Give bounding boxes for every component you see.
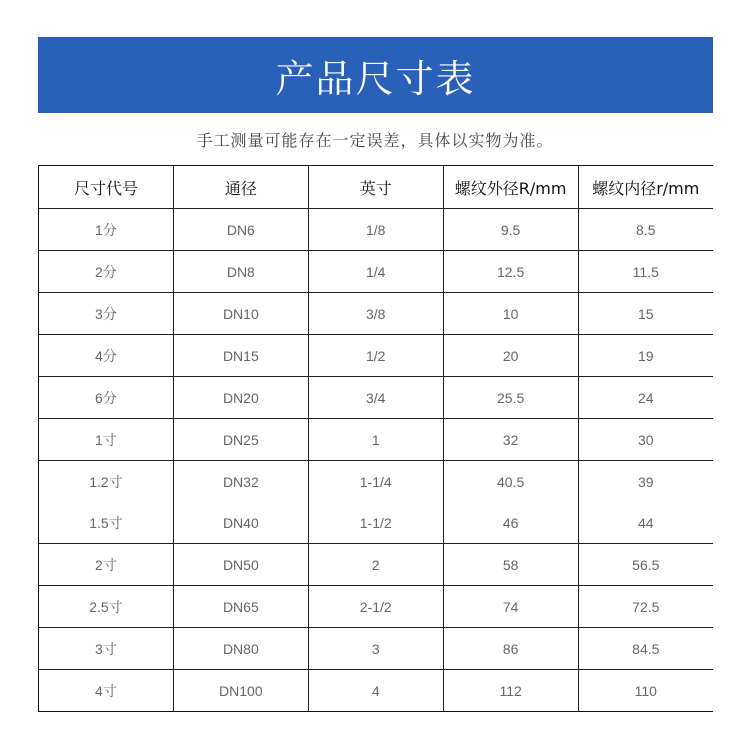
table-row <box>39 544 714 586</box>
size-table-container <box>38 165 713 712</box>
cell-size-code: 2分 <box>39 251 174 293</box>
cell-outer-thread: 40.5 <box>443 461 578 503</box>
header-inch: 英寸 <box>308 166 443 209</box>
cell-inch: 3/8 <box>308 293 443 335</box>
cell-inch: 2 <box>308 544 443 586</box>
cell-nominal-diameter: DN65 <box>173 586 308 628</box>
cell-inch: 1 <box>308 419 443 461</box>
cell-size-code: 1分 <box>39 209 174 251</box>
cell-inch: 1/2 <box>308 335 443 377</box>
cell-nominal-diameter: DN6 <box>173 209 308 251</box>
cell-size-code: 3分 <box>39 293 174 335</box>
cell-size-code: 2寸 <box>39 544 174 586</box>
table-row <box>39 293 714 335</box>
size-table <box>38 165 713 712</box>
cell-nominal-diameter: DN20 <box>173 377 308 419</box>
cell-nominal-diameter: DN80 <box>173 628 308 670</box>
cell-inch: 4 <box>308 670 443 712</box>
cell-inch: 1-1/2 <box>308 502 443 544</box>
cell-size-code: 6分 <box>39 377 174 419</box>
cell-nominal-diameter: DN8 <box>173 251 308 293</box>
table-row <box>39 502 714 544</box>
cell-outer-thread: 12.5 <box>443 251 578 293</box>
table-header-row <box>39 166 714 209</box>
cell-inner-thread: 72.5 <box>578 586 713 628</box>
cell-nominal-diameter: DN25 <box>173 419 308 461</box>
cell-outer-thread: 86 <box>443 628 578 670</box>
cell-size-code: 1寸 <box>39 419 174 461</box>
cell-nominal-diameter: DN10 <box>173 293 308 335</box>
cell-nominal-diameter: DN100 <box>173 670 308 712</box>
cell-nominal-diameter: DN50 <box>173 544 308 586</box>
cell-outer-thread: 10 <box>443 293 578 335</box>
cell-outer-thread: 9.5 <box>443 209 578 251</box>
measurement-note: 手工测量可能存在一定误差，具体以实物为准。 <box>196 131 554 150</box>
table-row <box>39 586 714 628</box>
cell-inner-thread: 30 <box>578 419 713 461</box>
header-inner-thread: 螺纹内径r/mm <box>578 166 713 209</box>
cell-outer-thread: 25.5 <box>443 377 578 419</box>
table-row <box>39 670 714 712</box>
cell-inner-thread: 44 <box>578 502 713 544</box>
cell-inch: 2-1/2 <box>308 586 443 628</box>
cell-inner-thread: 8.5 <box>578 209 713 251</box>
page-title: 产品尺寸表 <box>275 56 476 101</box>
table-row <box>39 209 714 251</box>
cell-inch: 1-1/4 <box>308 461 443 503</box>
cell-inner-thread: 39 <box>578 461 713 503</box>
header-size-code: 尺寸代号 <box>39 166 174 209</box>
table-row <box>39 251 714 293</box>
cell-inch: 3/4 <box>308 377 443 419</box>
cell-outer-thread: 32 <box>443 419 578 461</box>
table-body <box>39 209 714 712</box>
cell-size-code: 4分 <box>39 335 174 377</box>
table-row <box>39 377 714 419</box>
cell-inner-thread: 84.5 <box>578 628 713 670</box>
cell-nominal-diameter: DN32 <box>173 461 308 503</box>
cell-nominal-diameter: DN40 <box>173 502 308 544</box>
cell-inch: 1/4 <box>308 251 443 293</box>
cell-inch: 1/8 <box>308 209 443 251</box>
cell-outer-thread: 58 <box>443 544 578 586</box>
cell-outer-thread: 46 <box>443 502 578 544</box>
cell-inner-thread: 56.5 <box>578 544 713 586</box>
cell-size-code: 3寸 <box>39 628 174 670</box>
cell-size-code: 4寸 <box>39 670 174 712</box>
cell-size-code: 2.5寸 <box>39 586 174 628</box>
table-row <box>39 419 714 461</box>
cell-inner-thread: 15 <box>578 293 713 335</box>
header-outer-thread: 螺纹外径R/mm <box>443 166 578 209</box>
cell-inner-thread: 19 <box>578 335 713 377</box>
cell-inner-thread: 11.5 <box>578 251 713 293</box>
table-row <box>39 335 714 377</box>
cell-nominal-diameter: DN15 <box>173 335 308 377</box>
cell-size-code: 1.2寸 <box>39 461 174 503</box>
header-nominal-diameter: 通径 <box>173 166 308 209</box>
table-row <box>39 461 714 503</box>
cell-outer-thread: 20 <box>443 335 578 377</box>
cell-size-code: 1.5寸 <box>39 502 174 544</box>
cell-outer-thread: 112 <box>443 670 578 712</box>
table-row <box>39 628 714 670</box>
cell-inner-thread: 24 <box>578 377 713 419</box>
cell-inch: 3 <box>308 628 443 670</box>
title-banner <box>38 37 713 113</box>
cell-inner-thread: 110 <box>578 670 713 712</box>
cell-outer-thread: 74 <box>443 586 578 628</box>
